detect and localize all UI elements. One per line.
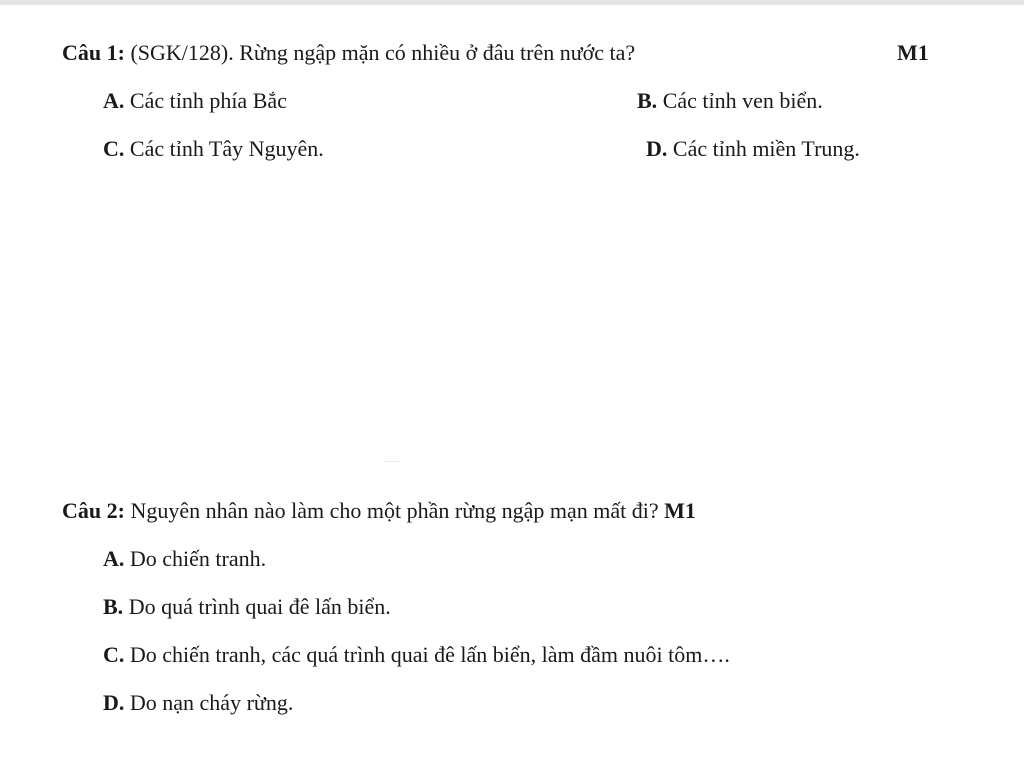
question-1-option-b — [637, 88, 823, 114]
question-1-option-c — [103, 136, 324, 162]
question-2-label: Câu 2: — [62, 498, 125, 523]
option-text: Các tỉnh miền Trung. — [667, 136, 860, 161]
question-2-option-c — [103, 642, 730, 668]
faint-dash-mark — [385, 461, 399, 462]
question-1-level: M1 — [897, 40, 929, 65]
question-1-label: Câu 1: — [62, 40, 125, 65]
option-key: B. — [103, 594, 124, 619]
question-2-level: M1 — [664, 498, 696, 523]
top-border-strip — [0, 0, 1024, 5]
option-key: A. — [103, 546, 125, 571]
question-2-stem — [62, 498, 696, 524]
option-text: Các tỉnh Tây Nguyên. — [124, 136, 324, 161]
question-1-option-d — [646, 136, 860, 162]
option-text: Do nạn cháy rừng. — [124, 690, 294, 715]
option-key: D. — [646, 136, 668, 161]
option-text: Do chiến tranh. — [124, 546, 267, 571]
question-1-text: (SGK/128). Rừng ngập mặn có nhiều ở đâu trên nước ta? — [124, 40, 636, 65]
option-text: Do chiến tranh, các quá trình quai đê lấn biển, làm đầm nuôi tôm…. — [124, 642, 730, 667]
question-2-option-d — [103, 690, 293, 716]
option-text: Các tỉnh phía Bắc — [124, 88, 287, 113]
option-text: Các tỉnh ven biển. — [657, 88, 823, 113]
question-1-stem — [62, 40, 635, 66]
question-2-option-b — [103, 594, 391, 620]
option-key: D. — [103, 690, 125, 715]
option-key: C. — [103, 136, 125, 161]
option-key: C. — [103, 642, 125, 667]
question-2-text: Nguyên nhân nào làm cho một phần rừng ngập mạn mất đi? — [124, 498, 665, 523]
option-key: A. — [103, 88, 125, 113]
option-key: B. — [637, 88, 658, 113]
question-2-option-a — [103, 546, 266, 572]
question-1-option-a — [103, 88, 287, 114]
option-text: Do quá trình quai đê lấn biển. — [123, 594, 391, 619]
